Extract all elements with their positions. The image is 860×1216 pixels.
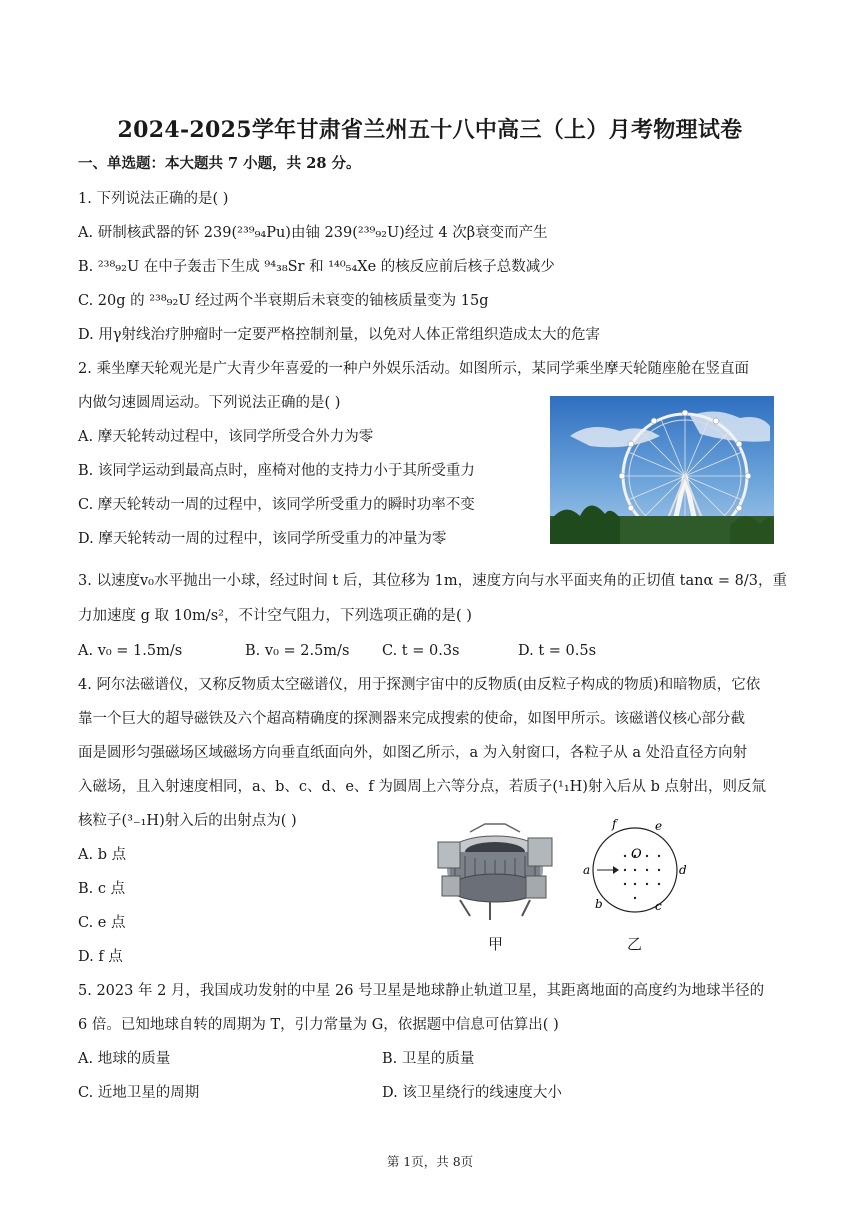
center-o-label: O — [631, 847, 642, 862]
q2-stem-line2: 内做匀速圆周运动。下列说法正确的是( ) — [78, 395, 341, 411]
q1-option-a: A. 研制核武器的钚 239(²³⁹₉₄Pu)由铀 239(²³⁹₉₂U)经过 4 次β衰变而产生 — [78, 225, 548, 241]
q3-option-a: A. v₀ = 1.5m/s — [78, 643, 183, 659]
q3-stem-line2: 力加速度 g 取 10m/s²，不计空气阻力，下列选项正确的是( ) — [78, 608, 472, 624]
q4-option-a: A. b 点 — [78, 847, 127, 863]
point-e-label: e — [655, 819, 663, 833]
q2-option-c: C. 摩天轮转动一周的过程中，该同学所受重力的瞬时功率不变 — [78, 497, 475, 513]
q3-option-b: B. v₀ = 2.5m/s — [245, 643, 350, 659]
q4-option-d: D. f 点 — [78, 949, 123, 965]
figure-yi-caption: 乙 — [627, 935, 643, 953]
spectrometer-device-figure — [430, 812, 560, 927]
q2-option-a: A. 摩天轮转动过程中，该同学所受合外力为零 — [78, 429, 374, 445]
q5-stem-line1: 5. 2023 年 2 月，我国成功发射的中星 26 号卫星是地球静止轨道卫星，其距离地面的高度约为地球半径的 — [78, 983, 765, 999]
q1-stem: 1. 下列说法正确的是( ) — [78, 191, 229, 207]
magnetic-field-diagram — [575, 812, 695, 932]
q1-option-c: C. 20g 的 ²³⁸₉₂U 经过两个半衰期后未衰变的铀核质量变为 15g — [78, 293, 489, 309]
q1-option-d: D. 用γ射线治疗肿瘤时一定要严格控制剂量，以免对人体正常组织造成太大的危害 — [78, 327, 600, 343]
q4-option-b: B. c 点 — [78, 881, 126, 897]
q4-stem-line2: 靠一个巨大的超导磁铁及六个超高精确度的探测器来完成搜索的使命，如图甲所示。该磁谱仪核心部分截 — [78, 711, 745, 727]
point-f-label: f — [612, 817, 617, 831]
q3-option-c: C. t = 0.3s — [382, 643, 460, 659]
ferris-wheel-photo — [550, 396, 774, 544]
q5-option-b: B. 卫星的质量 — [382, 1051, 475, 1067]
q4-option-c: C. e 点 — [78, 915, 126, 931]
q5-stem-line2: 6 倍。已知地球自转的周期为 T，引力常量为 G，依据题中信息可估算出( ) — [78, 1017, 559, 1033]
q2-option-d: D. 摩天轮转动一周的过程中，该同学所受重力的冲量为零 — [78, 531, 447, 547]
q2-stem-line1: 2. 乘坐摩天轮观光是广大青少年喜爱的一种户外娱乐活动。如图所示，某同学乘坐摩天轮随座舱在竖直面 — [78, 361, 749, 377]
q4-stem-line3: 面是圆形匀强磁场区域磁场方向垂直纸面向外，如图乙所示，a 为入射窗口，各粒子从 a 处沿直径方向射 — [78, 745, 748, 761]
q3-stem-line1: 3. 以速度v₀水平抛出一小球，经过时间 t 后，其位移为 1m，速度方向与水平面夹角的正切值 tanα = 8/3，重 — [78, 573, 787, 589]
q2-option-b: B. 该同学运动到最高点时，座椅对他的支持力小于其所受重力 — [78, 463, 475, 479]
figure-jia-caption: 甲 — [488, 935, 504, 953]
q3-option-d: D. t = 0.5s — [518, 643, 597, 659]
q1-option-b: B. ²³⁸₉₂U 在中子轰击下生成 ⁹⁴₃₈Sr 和 ¹⁴⁰₅₄Xe 的核反应前后核子总数减少 — [78, 259, 555, 275]
q4-stem-line1: 4. 阿尔法磁谱仪，又称反物质太空磁谱仪，用于探测宇宙中的反物质(由反粒子构成的物质)和暗物质，它依 — [78, 677, 761, 693]
q5-option-d: D. 该卫星绕行的线速度大小 — [382, 1085, 562, 1101]
section-heading: 一、单选题：本大题共 7 小题，共 28 分。 — [78, 155, 361, 172]
q5-option-c: C. 近地卫星的周期 — [78, 1085, 200, 1101]
page-title: 2024-2025学年甘肃省兰州五十八中高三（上）月考物理试卷 — [117, 117, 743, 143]
point-b-label: b — [595, 897, 603, 911]
q5-option-a: A. 地球的质量 — [78, 1051, 171, 1067]
q4-stem-line4: 入磁场，且入射速度相同，a、b、c、d、e、f 为圆周上六等分点，若质子(¹₁H)射入后从 b 点射出，则反氚 — [78, 779, 766, 795]
page-footer: 第 1页，共 8页 — [386, 1154, 474, 1169]
point-c-label: c — [655, 899, 662, 913]
point-d-label: d — [679, 863, 687, 877]
point-a-label: a — [583, 863, 591, 877]
q4-stem-line5: 核粒子(³₋₁H)射入后的出射点为( ) — [78, 813, 297, 829]
